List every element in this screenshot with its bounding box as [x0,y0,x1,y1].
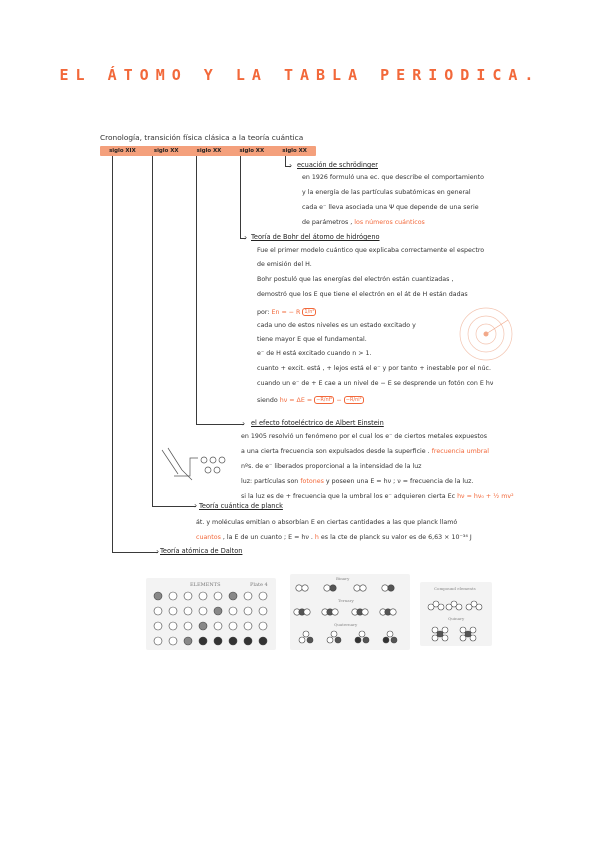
delta-formula: hν = ΔE = [279,397,313,404]
dalton-symbol [470,627,476,633]
dalton-symbol [332,609,338,615]
dalton-symbol [460,635,466,641]
bohr-text: por: [257,309,270,316]
dalton-symbol [184,622,192,630]
century-label: siglo XX [282,148,307,154]
dalton-symbol [199,592,207,600]
dalton-symbol [214,622,222,630]
dalton-symbol [244,622,252,630]
dalton-symbol [184,637,192,645]
dalton-symbol [304,609,310,615]
bohr-heading: Teoría de Bohr del átomo de hidrógeno [251,233,380,241]
dalton-symbol [476,604,482,610]
dalton-heading: Teoría atómica de Dalton [160,547,243,555]
einstein-text: en 1905 resolvió un fenómeno por el cual los e⁻ de ciertos metales expuestos [241,433,488,440]
dalton-symbol [437,631,443,637]
plate-label: Ternary [338,598,354,603]
bohr-text: de emisión del H. [257,261,312,268]
dalton-symbol [296,585,302,591]
quantum-numbers-highlight: los números cuánticos [354,219,425,226]
dalton-symbol [428,604,434,610]
planck-text-row [196,534,472,542]
arrow-icon: › [244,233,248,242]
planck-constant-symbol: h [314,534,319,541]
einstein-text-row [241,448,489,456]
connector-line [196,156,197,424]
dalton-symbol [324,585,330,591]
dalton-symbol [362,609,368,615]
dalton-symbol [390,609,396,615]
einstein-text: y poseen una E = hν ; ν = frecuencia de la luz. [325,478,474,485]
dalton-symbol [259,622,267,630]
dalton-symbol [154,607,162,615]
plate-label: Compound elements [434,586,476,591]
dalton-symbol [214,592,222,600]
arrow-icon: › [156,547,160,556]
schrodinger-text-row [302,219,425,227]
dalton-symbol [184,607,192,615]
schrodinger-text: y la energía de las partículas subatómicas en general [302,189,471,196]
dalton-symbol [359,631,365,637]
planck-text: , la E de un cuanto ; E = hν . [222,534,313,541]
connector-line [152,506,196,507]
dalton-symbol [214,637,222,645]
dalton-symbol [331,631,337,637]
dalton-compound-elements-plate [420,582,492,646]
arrow-icon: › [194,501,198,510]
dalton-symbol [229,592,237,600]
dalton-compounds-plate [290,574,410,650]
dalton-symbol [442,635,448,641]
dalton-symbol [169,592,177,600]
dalton-symbol [169,622,177,630]
schrodinger-text: de parámetros , [302,219,353,226]
einstein-text: si la luz es de + frecuencia que la umbral los e⁻ adquieren cierta Ec [241,493,456,500]
arrow-icon: › [242,419,246,428]
planck-text: át. y moléculas emitían o absorbían E en ciertas cantidades a las que planck llamó [196,519,458,526]
energy-formula-fraction: 1/n² [304,309,315,315]
dalton-symbol [438,604,444,610]
plate-label: Binary [336,576,350,581]
bohr-text: tiene mayor E que el fundamental. [257,336,367,343]
compound-symbol-grid [294,585,397,643]
century-label: siglo XX [196,148,222,154]
dalton-symbol [302,585,308,591]
einstein-text-row [241,493,514,501]
bohr-text: e⁻ de H está excitado cuando n > 1. [257,350,372,357]
quanta-highlight: cuantos [196,534,221,541]
connector-line [112,156,113,552]
dalton-symbol [199,637,207,645]
dalton-symbol [383,637,389,643]
dalton-symbol [360,585,366,591]
dalton-symbol [327,637,333,643]
dalton-symbol [169,637,177,645]
plate-page: Plate 4 [250,582,268,588]
dalton-symbol [244,607,252,615]
bohr-text: cada uno de estos niveles es un estado excitado y [257,322,416,329]
dalton-symbol [229,607,237,615]
century-label: siglo XIX [109,148,136,154]
dalton-symbol [363,637,369,643]
connector-line [152,156,153,506]
dalton-symbol [432,627,438,633]
schrodinger-heading: ecuación de schrödinger [297,161,378,169]
dalton-symbol [244,637,252,645]
threshold-frequency: frecuencia umbral [431,448,489,455]
delta-formula-part: −R/nf² [316,397,333,403]
plate-label: Quinary [448,616,465,621]
photoelectric-formula: hν = hν₀ + ½ mv² [457,493,514,500]
dalton-symbol [299,637,305,643]
connector-line [196,424,244,425]
einstein-text: nºs. de e⁻ liberados proporcional a la intensidad de la luz [241,463,422,470]
dalton-symbol [460,627,466,633]
dalton-symbol [432,635,438,641]
bohr-delta-row: siendo hν = ΔE = −R/nf² − −R/ni² [257,397,362,404]
bohr-atom-sketch [456,304,516,364]
century-bar [100,146,316,156]
delta-formula-part: −R/ni² [345,397,362,403]
dalton-symbol [154,592,162,600]
bohr-text: cuando un e⁻ de + E cae a un nivel de − E se desprende un fotón con E hν [257,380,494,387]
dalton-symbol [229,622,237,630]
plate-title: ELEMENTS [190,582,221,588]
dalton-symbol [307,637,313,643]
bohr-text: demostró que los E que tiene el electrón en el át de H están dadas [257,291,468,298]
dalton-symbol [391,637,397,643]
dalton-elements-plate [146,578,276,650]
dalton-symbol [382,585,388,591]
connector-line [240,156,241,238]
einstein-text: a una cierta frecuencia son expulsados desde la superficie . [241,448,430,455]
dalton-symbol [387,631,393,637]
dalton-symbol [303,631,309,637]
bohr-text: cuanto + excit. está , + lejos está el e⁻ y por tanto + inestable por el núc. [257,365,491,372]
dalton-symbol [259,607,267,615]
photons-highlight: fotones [300,478,324,485]
dalton-symbol [470,635,476,641]
page-title: EL ÁTOMO Y LA TABLA PERIODICA. [59,66,541,84]
dalton-symbol [466,604,472,610]
schrodinger-text: cada e⁻ lleva asociada una Ψ que depende de una serie [302,204,479,211]
bohr-text: Fue el primer modelo cuántico que explicaba correctamente el espectro [257,247,485,254]
photoelectric-sketch [160,446,232,488]
plate-label: Quaternary [334,622,358,627]
dalton-symbol [169,607,177,615]
dalton-symbol [330,585,336,591]
dalton-symbol [456,604,462,610]
timeline-header: Cronología, transición física clásica a la teoría cuántica [100,133,304,142]
dalton-symbol [154,622,162,630]
dalton-symbol [446,604,452,610]
dalton-symbol [388,585,394,591]
energy-formula: En = − R [271,309,301,316]
dalton-symbol [354,585,360,591]
dalton-symbol [199,607,207,615]
element-symbol-grid [154,592,267,645]
einstein-text: luz: partículas son [241,478,299,485]
einstein-text-row [241,478,473,486]
dalton-symbol [355,637,361,643]
dalton-symbol [154,637,162,645]
compound-element-grid [428,601,482,641]
bohr-text: siendo [257,397,278,404]
planck-heading: Teoría cuántica de planck [199,502,283,510]
dalton-symbol [335,637,341,643]
bohr-formula-row [257,308,316,317]
century-label: siglo XX [239,148,265,154]
bohr-text: Bohr postuló que las energías del electrón están cuantizadas , [257,276,454,283]
connector-line [112,552,158,553]
arrow-icon: › [289,161,293,170]
connector-line [285,156,286,166]
dalton-symbol [199,622,207,630]
schrodinger-text: en 1926 formuló una ec. que describe el comportamiento [302,174,484,181]
dalton-symbol [184,592,192,600]
dalton-symbol [229,637,237,645]
dalton-symbol [259,592,267,600]
planck-text: es la cte de planck su valor es de 6,63 × 10⁻³⁴ J [320,534,472,541]
dalton-symbol [442,627,448,633]
einstein-heading: el efecto fotoeléctrico de Albert Einstein [251,419,384,427]
dalton-symbol [465,631,471,637]
dalton-symbol [244,592,252,600]
dalton-symbol [214,607,222,615]
century-label: siglo XX [153,148,179,154]
dalton-symbol [259,637,267,645]
